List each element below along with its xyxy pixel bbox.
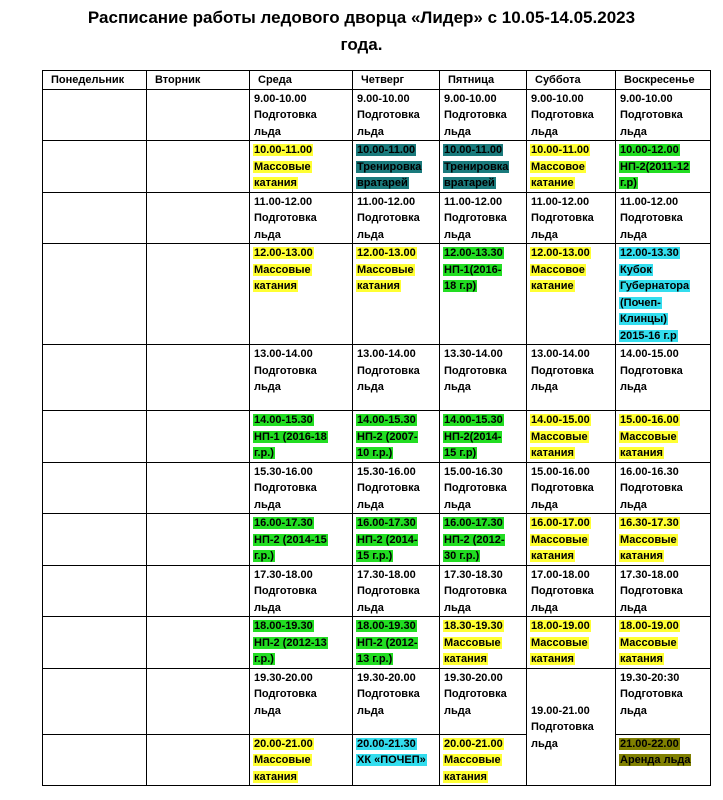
session-text: 11.00-12.00 Подготовка льда [444, 195, 507, 241]
schedule-body [43, 89, 711, 786]
session-text: 15.00-16.00 Подготовка льда [531, 465, 594, 511]
day-header-saturday: Суббота [527, 71, 616, 90]
session-text: 16.00-16.30 Подготовка льда [620, 465, 683, 511]
cell-sunday [616, 668, 711, 734]
cell-tuesday [147, 617, 250, 669]
session-text: 14.00-15.30 НП-2 (2007- 10 г.р.) [357, 414, 418, 459]
session-text [150, 348, 152, 360]
header-row [43, 71, 711, 90]
cell-tuesday [147, 734, 250, 786]
session-text [150, 144, 152, 156]
cell-friday [440, 141, 527, 193]
session-text: 12.00-13.30 НП-1(2016- 18 г.р) [444, 247, 503, 292]
cell-friday [440, 244, 527, 345]
cell-friday [440, 192, 527, 244]
cell-saturday [527, 668, 616, 786]
cell-tuesday [147, 345, 250, 411]
cell-tuesday [147, 668, 250, 734]
session-text: 11.00-12.00 Подготовка льда [357, 195, 420, 241]
session-text: 13.00-14.00 Подготовка льда [254, 348, 317, 393]
session-text: 14.00-15.00 Массовые катания [531, 414, 590, 459]
cell-thursday [353, 192, 440, 244]
cell-thursday [353, 514, 440, 566]
session-text [46, 517, 48, 529]
session-text: 17.30-18.00 Подготовка льда [620, 568, 683, 614]
cell-thursday [353, 617, 440, 669]
schedule-table [42, 70, 711, 786]
cell-monday [43, 192, 147, 244]
cell-tuesday [147, 192, 250, 244]
session-text: 12.00-13.30 Кубок Губернатора (Почеп- Клинцы) 2015-16 г.р [620, 247, 690, 342]
session-text: 18.00-19.30 НП-2 (2012-13 г.р.) [254, 620, 327, 665]
session-text [150, 569, 152, 581]
session-text [150, 196, 152, 208]
session-text [150, 620, 152, 632]
session-text: 9.00-10.00 Подготовка льда [620, 92, 683, 138]
schedule-row [43, 514, 711, 566]
cell-sunday [616, 411, 711, 463]
cell-saturday [527, 192, 616, 244]
title-line-1: Расписание работы ледового дворца «Лидер» с 10.05-14.05.2023 [87, 8, 636, 27]
cell-thursday [353, 141, 440, 193]
session-text: 19.30-20.00 Подготовка льда [357, 671, 420, 717]
session-text: 20.00-21.00 Массовые катания [444, 737, 503, 783]
cell-sunday [616, 565, 711, 617]
cell-saturday [527, 244, 616, 345]
session-text [46, 620, 48, 632]
cell-tuesday [147, 514, 250, 566]
cell-saturday [527, 89, 616, 141]
session-text [46, 93, 48, 105]
schedule-row [43, 668, 711, 734]
session-text [46, 196, 48, 208]
cell-wednesday [250, 565, 353, 617]
cell-sunday [616, 617, 711, 669]
session-text: 20.00-21.00 Массовые катания [254, 737, 313, 783]
session-text: 13.00-14.00 Подготовка льда [357, 348, 420, 393]
session-text: 16.00-17.00 Массовые катания [531, 517, 590, 562]
title-line-2: года. [340, 35, 383, 54]
cell-friday [440, 411, 527, 463]
session-text: 19.30-20.00 Подготовка льда [444, 671, 507, 717]
session-text [150, 466, 152, 478]
session-text [150, 93, 152, 105]
cell-thursday [353, 565, 440, 617]
cell-thursday [353, 345, 440, 411]
cell-thursday [353, 734, 440, 786]
session-text: 9.00-10.00 Подготовка льда [444, 92, 507, 138]
cell-thursday [353, 668, 440, 734]
schedule-row [43, 192, 711, 244]
cell-friday [440, 734, 527, 786]
session-text: 10.00-11.00 Массовое катание [531, 144, 590, 189]
session-text [46, 738, 48, 750]
cell-monday [43, 345, 147, 411]
session-text: 18.00-19.00 Массовые катания [531, 620, 590, 665]
cell-wednesday [250, 514, 353, 566]
session-text: 18.00-19.30 НП-2 (2012- 13 г.р.) [357, 620, 418, 665]
session-text: 15.00-16.30 Подготовка льда [444, 465, 507, 511]
session-text: 9.00-10.00 Подготовка льда [357, 92, 420, 138]
session-text: 14.00-15.30 НП-1 (2016-18 г.р.) [254, 414, 327, 459]
cell-monday [43, 141, 147, 193]
cell-tuesday [147, 89, 250, 141]
cell-tuesday [147, 244, 250, 345]
day-header-sunday: Воскресенье [616, 71, 711, 90]
session-text: 13.30-14.00 Подготовка льда [444, 348, 507, 393]
cell-wednesday [250, 617, 353, 669]
day-header-wednesday: Среда [250, 71, 353, 90]
cell-saturday [527, 411, 616, 463]
session-text [46, 414, 48, 426]
cell-tuesday [147, 141, 250, 193]
schedule-row [43, 244, 711, 345]
cell-monday [43, 411, 147, 463]
cell-monday [43, 734, 147, 786]
session-text: 16.30-17.30 Массовые катания [620, 517, 679, 562]
session-text: 14.00-15.00 Подготовка льда [620, 348, 683, 393]
cell-monday [43, 668, 147, 734]
cell-monday [43, 565, 147, 617]
cell-thursday [353, 462, 440, 514]
cell-friday [440, 668, 527, 734]
cell-friday [440, 565, 527, 617]
cell-saturday [527, 514, 616, 566]
cell-tuesday [147, 462, 250, 514]
cell-monday [43, 514, 147, 566]
session-text: 14.00-15.30 НП-2(2014- 15 г.р) [444, 414, 503, 459]
cell-wednesday [250, 89, 353, 141]
cell-friday [440, 345, 527, 411]
cell-friday [440, 617, 527, 669]
session-text: 13.00-14.00 Подготовка льда [531, 348, 594, 393]
cell-tuesday [147, 565, 250, 617]
session-text: 11.00-12.00 Подготовка льда [254, 195, 317, 241]
schedule-row [43, 565, 711, 617]
cell-saturday [527, 141, 616, 193]
session-text: 17.30-18.30 Подготовка льда [444, 568, 507, 614]
session-text: 20.00-21.30 ХК «ПОЧЕП» [357, 737, 426, 766]
session-text: 9.00-10.00 Подготовка льда [531, 92, 594, 138]
schedule-row [43, 345, 711, 411]
session-text: 17.30-18.00 Подготовка льда [357, 568, 420, 614]
cell-saturday [527, 617, 616, 669]
cell-sunday [616, 462, 711, 514]
cell-wednesday [250, 411, 353, 463]
cell-wednesday [250, 141, 353, 193]
session-text [46, 144, 48, 156]
session-text: 10.00-12.00 НП-2(2011-12 г.р) [620, 144, 690, 189]
session-text: 18.00-19.00 Массовые катания [620, 620, 679, 665]
session-text: 10.00-11.00 Массовые катания [254, 144, 313, 189]
session-text: 12.00-13.00 Массовые катания [357, 247, 416, 292]
schedule-row [43, 617, 711, 669]
day-header-friday: Пятница [440, 71, 527, 90]
schedule-row [43, 89, 711, 141]
cell-saturday [527, 345, 616, 411]
cell-monday [43, 89, 147, 141]
session-text: 10.00-11.00 Тренировка вратарей [444, 144, 509, 189]
day-header-tuesday: Вторник [147, 71, 250, 90]
session-text: 17.00-18.00 Подготовка льда [531, 568, 594, 614]
session-text: 9.00-10.00 Подготовка льда [254, 92, 317, 138]
schedule-row [43, 141, 711, 193]
session-text: 11.00-12.00 Подготовка льда [531, 195, 594, 241]
session-text: 15.30-16.00 Подготовка льда [357, 465, 420, 511]
session-text [46, 466, 48, 478]
cell-wednesday [250, 734, 353, 786]
session-text [46, 247, 48, 259]
session-text: 15.30-16.00 Подготовка льда [254, 465, 317, 511]
session-text [46, 672, 48, 684]
cell-wednesday [250, 244, 353, 345]
session-text: 16.00-17.30 НП-2 (2012- 30 г.р.) [444, 517, 505, 562]
cell-sunday [616, 192, 711, 244]
session-text [46, 569, 48, 581]
session-text: 15.00-16.00 Массовые катания [620, 414, 679, 459]
day-header-thursday: Четверг [353, 71, 440, 90]
schedule-row [43, 411, 711, 463]
cell-saturday [527, 462, 616, 514]
cell-monday [43, 244, 147, 345]
session-text: 11.00-12.00 Подготовка льда [620, 195, 683, 241]
cell-sunday [616, 141, 711, 193]
cell-friday [440, 514, 527, 566]
cell-sunday [616, 734, 711, 786]
cell-friday [440, 89, 527, 141]
session-text [150, 672, 152, 684]
session-text: 19.30-20:30 Подготовка льда [620, 671, 683, 717]
cell-thursday [353, 411, 440, 463]
session-text: 19.30-20.00 Подготовка льда [254, 671, 317, 717]
session-text [150, 414, 152, 426]
session-text: 16.00-17.30 НП-2 (2014-15 г.р.) [254, 517, 327, 562]
session-text: 10.00-11.00 Тренировка вратарей [357, 144, 422, 189]
cell-monday [43, 617, 147, 669]
cell-wednesday [250, 192, 353, 244]
cell-sunday [616, 514, 711, 566]
cell-wednesday [250, 345, 353, 411]
cell-sunday [616, 89, 711, 141]
session-text: 12.00-13.00 Массовое катание [531, 247, 590, 292]
cell-monday [43, 462, 147, 514]
day-header-monday: Понедельник [43, 71, 147, 90]
cell-thursday [353, 89, 440, 141]
cell-thursday [353, 244, 440, 345]
session-text: 21.00-22.00 Аренда льда [620, 737, 691, 766]
session-text: 12.00-13.00 Массовые катания [254, 247, 313, 292]
session-text [150, 517, 152, 529]
cell-wednesday [250, 462, 353, 514]
cell-saturday [527, 565, 616, 617]
session-text: 17.30-18.00 Подготовка льда [254, 568, 317, 614]
cell-sunday [616, 345, 711, 411]
cell-tuesday [147, 411, 250, 463]
session-text [150, 247, 152, 259]
page-title [0, 4, 723, 58]
session-text [46, 348, 48, 360]
cell-friday [440, 462, 527, 514]
session-text [150, 738, 152, 750]
schedule-row [43, 462, 711, 514]
cell-wednesday [250, 668, 353, 734]
session-text: 16.00-17.30 НП-2 (2014- 15 г.р.) [357, 517, 418, 562]
session-text: 18.30-19.30 Массовые катания [444, 620, 503, 665]
session-text: 19.00-21.00 Подготовка льда [531, 704, 594, 750]
cell-sunday [616, 244, 711, 345]
